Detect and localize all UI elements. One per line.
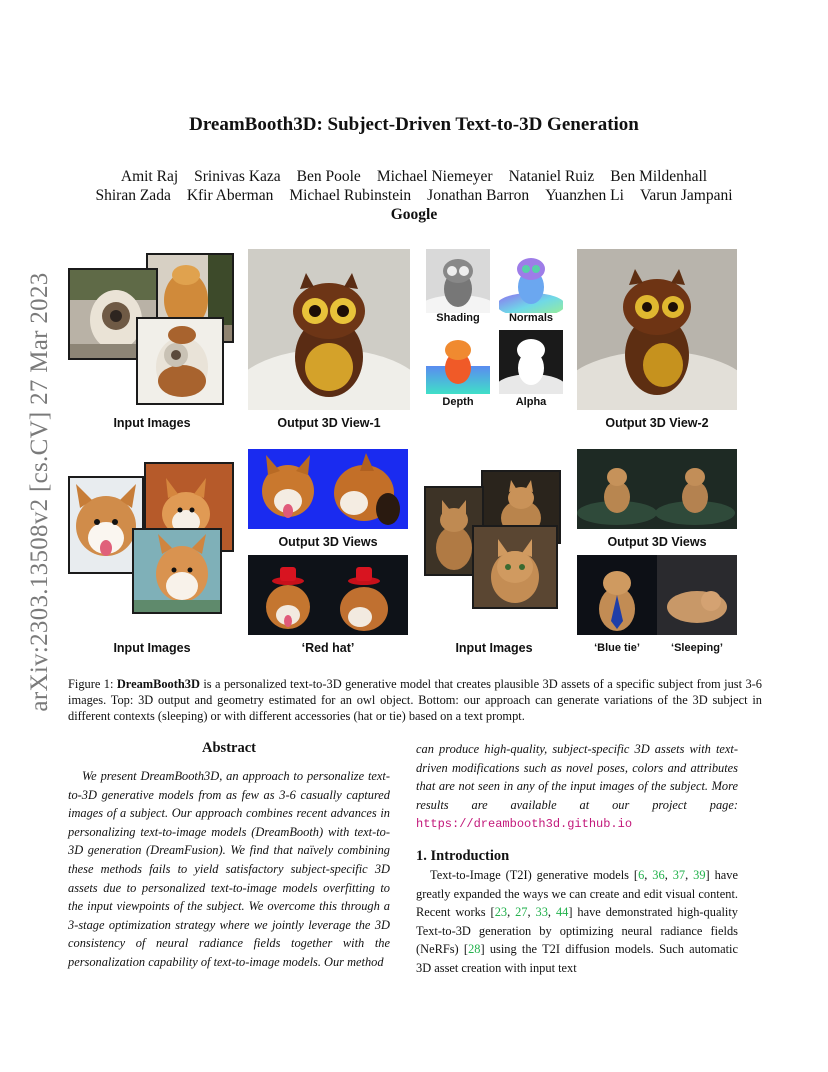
citation-link[interactable]: 23	[494, 905, 508, 920]
label-input-images-cat: Input Images	[455, 641, 533, 655]
author-name: Ben Mildenhall	[610, 168, 708, 185]
owl-output-view-1	[248, 249, 410, 410]
intro-text: ] have demonstrated high-quality Text-to-3D generation by optimizing neural radiance fields (NeRFs) [	[416, 905, 738, 957]
caption-bold: DreamBooth3D	[116, 677, 200, 691]
author-name: Amit Raj	[120, 168, 179, 185]
author-name: Nataniel Ruiz	[508, 168, 595, 185]
abstract-heading: Abstract	[202, 740, 256, 756]
cat-output-3d-views	[577, 449, 737, 529]
citation-link[interactable]: 36	[652, 868, 665, 882]
citation-link[interactable]: 44	[555, 905, 569, 920]
owl-input-image-2	[136, 317, 224, 405]
label-sleeping: ‘Sleeping’	[671, 642, 723, 654]
label-normals: Normals	[508, 312, 554, 324]
owl-output-view-2	[577, 249, 737, 410]
author-name: Ben Poole	[296, 168, 361, 185]
label-shading: Shading	[436, 312, 480, 324]
affiliation: Google	[390, 206, 438, 223]
author-name: Shiran Zada	[95, 187, 171, 204]
introduction-paragraph: Text-to-Image (T2I) generative models [6, 36, 37, 39] have greatly expanded the ways we can create and edit visual content. Recent works [23, 27, 33, 44] have demonstrated high-quality Text-to-3D generation by optimizing neural radiance fields (NeRFs) [28] using the T2I diffusion models. Such automatic 3D asset creation with input text	[416, 868, 738, 975]
figure-caption	[68, 676, 762, 725]
intro-text: ] have greatly expanded the ways we can create and edit visual content. Recent works [	[416, 868, 738, 920]
author-name: Michael Rubinstein	[289, 187, 412, 204]
caption-text: is a personalized text-to-3D generative model that creates plausible 3D assets of a specific subject from just 3-6 images. Top: 3D output and geometry estimated for an owl object. Bottom: our approach can generate variations of the 3D subject in different contexts (sleeping) or with different accessories (hat or tie) based on a text prompt.	[68, 677, 762, 724]
label-red-hat: ‘Red hat’	[301, 641, 355, 655]
author-name: Srinivas Kaza	[194, 168, 281, 185]
dog-input-image-3	[132, 528, 222, 614]
abstract-continued	[416, 740, 738, 834]
citation-link[interactable]: 6	[638, 868, 645, 882]
abstract-body: We present DreamBooth3D, an approach to personalize text-to-3D generative models from as few as 3-6 casually captured images of a subject. Our approach combines recent advances in personalizing text-to-image models (DreamBooth) with text-to-3D generation (DreamFusion). We find that naïvely combining these methods fails to yield satisfactory subject-specific 3D assets due to personalized text-to-image models overfitting to the input viewpoints of the subject. We overcome this through a 3-stage optimization strategy where we jointly leverage the 3D consistency of neural radiance fields together with the personalization capability of text-to-image models. Our method	[68, 769, 390, 969]
label-output-view-2: Output 3D View-2	[605, 416, 709, 430]
label-output-views-dog: Output 3D Views	[278, 535, 378, 549]
paper-title: DreamBooth3D: Subject-Driven Text-to-3D Generation	[189, 114, 639, 135]
label-input-images-dog: Input Images	[113, 641, 191, 655]
label-alpha: Alpha	[515, 396, 547, 408]
label-output-views-cat: Output 3D Views	[607, 535, 707, 549]
cat-tie-sleeping-views	[577, 555, 737, 635]
caption-prefix: Figure 1:	[68, 677, 117, 691]
author-name: Yuanzhen Li	[545, 187, 624, 204]
abstract-continued-text: can produce high-quality, subject-specific 3D assets with text-driven modifications such as novel poses, colors and attributes that are not seen in any of the input images of the subject. More results are available at our project page:	[416, 742, 738, 812]
label-output-view-1: Output 3D View-1	[277, 416, 381, 430]
arxiv-id-text: arXiv:2303.13508v2 [cs.CV] 27 Mar 2023	[26, 272, 53, 712]
label-depth: Depth	[442, 396, 474, 408]
authors-line-1	[40, 168, 788, 186]
author-name: Jonathan Barron	[427, 187, 530, 204]
citation-link[interactable]: 28	[468, 942, 481, 957]
authors-line-2	[40, 187, 788, 205]
dog-red-hat-views	[248, 555, 408, 635]
label-input-images-owl: Input Images	[113, 416, 191, 430]
introduction-heading: 1. Introduction	[416, 848, 510, 864]
author-name: Kfir Aberman	[186, 187, 274, 204]
owl-alpha-image	[499, 330, 563, 394]
label-blue-tie: ‘Blue tie’	[594, 642, 640, 654]
owl-shading-image	[426, 249, 490, 313]
cat-input-image-3	[472, 525, 558, 609]
owl-depth-image	[426, 330, 490, 394]
citation-link[interactable]: 39	[693, 868, 706, 882]
intro-text: ] using the T2I diffusion models. Such automatic 3D asset creation with input text	[416, 942, 738, 975]
owl-normals-image	[499, 249, 563, 313]
project-page-link[interactable]: https://dreambooth3d.github.io	[416, 817, 633, 832]
author-name: Michael Niemeyer	[376, 168, 493, 185]
arxiv-identifier	[22, 272, 58, 712]
citation-link[interactable]: 27	[515, 905, 528, 920]
author-name: Varun Jampani	[639, 187, 733, 204]
intro-text: Text-to-Image (T2I) generative models [	[430, 868, 639, 882]
citation-link[interactable]: 33	[535, 905, 548, 920]
dog-output-3d-views	[248, 449, 408, 529]
citation-link[interactable]: 37	[672, 868, 686, 882]
